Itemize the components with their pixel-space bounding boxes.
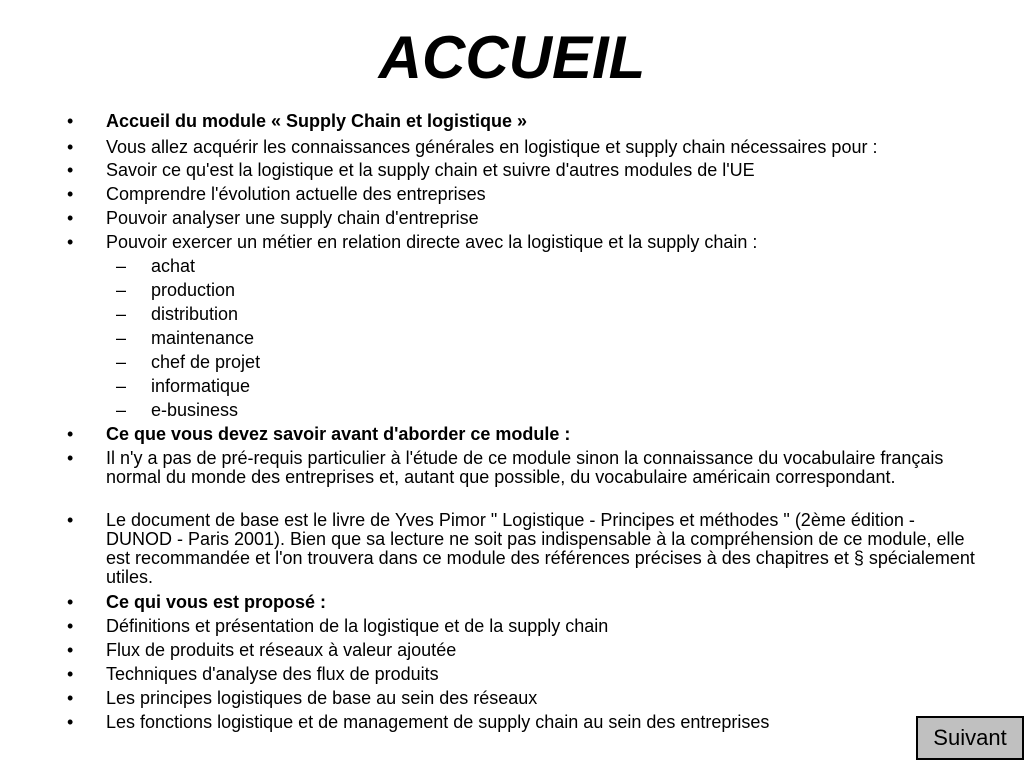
dash-marker: – [116, 256, 127, 276]
list-item-text: Définitions et présentation de la logistique et de la supply chain [106, 616, 609, 636]
dash-marker: – [116, 376, 127, 396]
bullet-marker: • [67, 160, 74, 180]
list-item-text: achat [151, 256, 196, 276]
bullet-marker: • [67, 664, 74, 684]
list-item-text: chef de projet [151, 352, 261, 372]
list-item-text: Pouvoir analyser une supply chain d'entreprise [106, 208, 479, 228]
list-item-text: Savoir ce qu'est la logistique et la supply chain et suivre d'autres modules de l'UE [106, 160, 755, 180]
list-item-text: Il n'y a pas de pré-requis particulier à l'étude de ce module sinon la connaissance du vocabulaire français normal du monde des entreprises et, autant que possible, du vocabulaire américain correspondant. [106, 448, 944, 487]
dash-marker: – [116, 328, 127, 348]
bullet-marker: • [67, 232, 74, 252]
bullet-marker: • [67, 137, 74, 157]
list-item-text: Comprendre l'évolution actuelle des entreprises [106, 184, 486, 204]
list-item-text: e-business [151, 400, 239, 420]
list-item-text: Les principes logistiques de base au sein des réseaux [106, 688, 538, 708]
list-item-text: Les fonctions logistique et de management de supply chain au sein des entreprises [106, 712, 770, 732]
bullet-marker: • [67, 424, 74, 444]
bullet-marker: • [67, 448, 74, 468]
list-item-text: maintenance [151, 328, 255, 348]
bullet-marker: • [67, 111, 74, 131]
list-item-text: Ce que vous devez savoir avant d'aborder ce module : [106, 424, 571, 444]
list-item-text: Ce qui vous est proposé : [106, 592, 327, 612]
next-button[interactable]: Suivant [916, 716, 1024, 760]
dash-marker: – [116, 352, 127, 372]
list-item-text: informatique [151, 376, 251, 396]
list-item-text: Flux de produits et réseaux à valeur ajoutée [106, 640, 457, 660]
bullet-marker: • [67, 510, 74, 530]
bullet-marker: • [67, 184, 74, 204]
bullet-marker: • [67, 616, 74, 636]
list-item-text: production [151, 280, 236, 300]
dash-marker: – [116, 280, 127, 300]
bullet-marker: • [67, 592, 74, 612]
list-item-text: Le document de base est le livre de Yves Pimor " Logistique - Principes et méthodes " (2ème édition - DUNOD - Paris 2001). Bien que sa lecture ne soit pas indispensable à la compréhension de ce module, elle est recommandée et l'on trouvera dans ce module des références précises à des chapitres et § spécialement utiles. [106, 510, 975, 587]
dash-marker: – [116, 400, 127, 420]
bullet-marker: • [67, 640, 74, 660]
list-item-text: Vous allez acquérir les connaissances générales en logistique et supply chain nécessaires pour : [106, 137, 878, 157]
list-item-text: distribution [151, 304, 239, 324]
dash-marker: – [116, 304, 127, 324]
bullet-marker: • [67, 208, 74, 228]
list-item-text: Pouvoir exercer un métier en relation directe avec la logistique et la supply chain : [106, 232, 758, 252]
list-item-text: Accueil du module « Supply Chain et logistique » [106, 111, 528, 131]
bullet-marker: • [67, 712, 74, 732]
list-item-text: Techniques d'analyse des flux de produits [106, 664, 439, 684]
bullet-marker: • [67, 688, 74, 708]
page-title: ACCUEIL [378, 24, 646, 91]
